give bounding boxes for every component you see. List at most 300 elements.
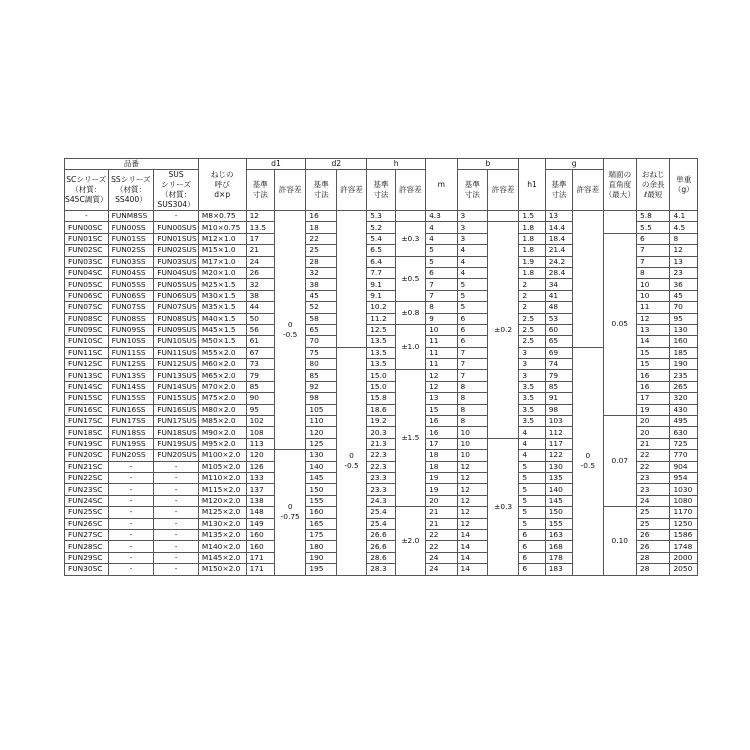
d1-std: 148 — [246, 507, 274, 518]
b-std: 10 — [457, 427, 487, 438]
m-value: 16 — [426, 416, 457, 427]
b-std: 12 — [457, 507, 487, 518]
unit-weight: 160 — [670, 336, 698, 347]
sc-part: FUN13SC — [65, 370, 109, 381]
ss-part: FUN08SS — [108, 313, 154, 324]
ss-part: - — [108, 541, 154, 552]
unit-weight: 725 — [670, 438, 698, 449]
thread-extra: 28 — [637, 564, 670, 575]
h1-value: 4 — [519, 438, 545, 449]
sc-part: FUN19SC — [65, 438, 109, 449]
d1-std: 21 — [246, 245, 274, 256]
sus-part: - — [154, 507, 199, 518]
unit-weight: 320 — [670, 393, 698, 404]
sus-part: FUN00SUS — [154, 222, 199, 233]
d2-std: 18 — [306, 222, 336, 233]
h1-header: h1 — [519, 159, 545, 211]
sus-part: - — [154, 461, 199, 472]
m-value: 10 — [426, 324, 457, 335]
d2-header: d2 — [306, 159, 367, 170]
ss-part: FUN06SS — [108, 290, 154, 301]
sc-part: FUN27SC — [65, 529, 109, 540]
m-value: 4.3 — [426, 211, 457, 222]
d1-std: 85 — [246, 381, 274, 392]
unit-weight: 1080 — [670, 495, 698, 506]
thread-extra: 24 — [637, 495, 670, 506]
d2-std: 180 — [306, 541, 336, 552]
d2-std: 16 — [306, 211, 336, 222]
perp-tolerance: 0.05 — [603, 233, 636, 415]
d1-std: 95 — [246, 404, 274, 415]
sc-part: FUN25SC — [65, 507, 109, 518]
sus-part: FUN09SUS — [154, 324, 199, 335]
sus-part: - — [154, 552, 199, 563]
unit-weight: 13 — [670, 256, 698, 267]
d1-tolerance: 0 -0.5 — [274, 211, 305, 450]
m-value: 24 — [426, 564, 457, 575]
d2-std: 45 — [306, 290, 336, 301]
d2-std: 160 — [306, 507, 336, 518]
d2-std: 32 — [306, 267, 336, 278]
m-value: 21 — [426, 507, 457, 518]
sus-part: FUN13SUS — [154, 370, 199, 381]
nominal-size: M30×1.5 — [198, 290, 246, 301]
sus-part: - — [154, 564, 199, 575]
h1-value: 5 — [519, 472, 545, 483]
d2-std: 80 — [306, 359, 336, 370]
b-tolerance: ±0.2 — [487, 222, 518, 438]
sc-part: FUN06SC — [65, 290, 109, 301]
g-std: 140 — [545, 484, 572, 495]
table-row — [65, 211, 698, 222]
sc-part: FUN09SC — [65, 324, 109, 335]
h-std: 26.6 — [367, 541, 395, 552]
b-std: 6 — [457, 336, 487, 347]
h-std: 15.8 — [367, 393, 395, 404]
sc-part: FUN28SC — [65, 541, 109, 552]
b-std: 6 — [457, 324, 487, 335]
nominal-size: M17×1.0 — [198, 256, 246, 267]
g-std-header: 基準 寸法 — [545, 170, 572, 211]
sus-part: FUN14SUS — [154, 381, 199, 392]
table-row — [65, 233, 698, 244]
d2-std: 165 — [306, 518, 336, 529]
hinban-header: 品番 — [65, 159, 199, 170]
d1-std: 171 — [246, 552, 274, 563]
h1-value: 3.5 — [519, 416, 545, 427]
h-std: 13.5 — [367, 359, 395, 370]
sc-part: FUN01SC — [65, 233, 109, 244]
sc-part: FUN16SC — [65, 404, 109, 415]
unit-weight: 130 — [670, 324, 698, 335]
unit-weight: 8 — [670, 233, 698, 244]
unit-weight: 4.1 — [670, 211, 698, 222]
h-std: 7.7 — [367, 267, 395, 278]
b-std: 8 — [457, 404, 487, 415]
h-tolerance: ±1.0 — [395, 324, 425, 370]
ss-part: FUN20SS — [108, 450, 154, 461]
m-value: 12 — [426, 381, 457, 392]
h1-value: 6 — [519, 529, 545, 540]
h-std: 15.0 — [367, 381, 395, 392]
d2-std: 58 — [306, 313, 336, 324]
d2-std: 145 — [306, 472, 336, 483]
nominal-size: M40×1.5 — [198, 313, 246, 324]
thread-extra: 5.8 — [637, 211, 670, 222]
d2-std: 195 — [306, 564, 336, 575]
unit-weight: 4.5 — [670, 222, 698, 233]
h1-value: 1.8 — [519, 245, 545, 256]
b-std: 12 — [457, 495, 487, 506]
perp-tolerance: 0.10 — [603, 507, 636, 575]
g-std: 163 — [545, 529, 572, 540]
fun-nut-spec-table — [64, 158, 698, 576]
m-value: 4 — [426, 222, 457, 233]
h-std: 9.1 — [367, 290, 395, 301]
thread-extra: 26 — [637, 529, 670, 540]
h1-value: 6 — [519, 552, 545, 563]
m-value: 19 — [426, 472, 457, 483]
nominal-size: M55×2.0 — [198, 347, 246, 358]
ss-part: - — [108, 552, 154, 563]
nominal-size: M75×2.0 — [198, 393, 246, 404]
g-std: 13 — [545, 211, 572, 222]
b-header: b — [457, 159, 519, 170]
unit-weight: 430 — [670, 404, 698, 415]
ss-part: - — [108, 529, 154, 540]
d1-std: 133 — [246, 472, 274, 483]
b-std-header: 基準 寸法 — [457, 170, 487, 211]
b-std: 10 — [457, 450, 487, 461]
d1-std: 137 — [246, 484, 274, 495]
g-std: 91 — [545, 393, 572, 404]
nominal-size: M80×2.0 — [198, 404, 246, 415]
h-std: 5.2 — [367, 222, 395, 233]
thread-extra: 15 — [637, 347, 670, 358]
nominal-size: M90×2.0 — [198, 427, 246, 438]
ss-part: - — [108, 495, 154, 506]
m-value: 8 — [426, 302, 457, 313]
ss-part: FUN16SS — [108, 404, 154, 415]
nominal-size: M100×2.0 — [198, 450, 246, 461]
d2-std: 92 — [306, 381, 336, 392]
g-std: 112 — [545, 427, 572, 438]
nominal-size: M15×1.0 — [198, 245, 246, 256]
d1-tolerance: 0 -0.75 — [274, 450, 305, 575]
thread-extra: 10 — [637, 279, 670, 290]
spec-table-body — [65, 211, 698, 576]
nominal-size: M140×2.0 — [198, 541, 246, 552]
h1-value: 2 — [519, 290, 545, 301]
unit-weight: 770 — [670, 450, 698, 461]
m-value: 21 — [426, 518, 457, 529]
h-std: 22.3 — [367, 450, 395, 461]
b-std: 12 — [457, 461, 487, 472]
h-std: 25.4 — [367, 518, 395, 529]
m-value: 12 — [426, 370, 457, 381]
m-value: 5 — [426, 256, 457, 267]
g-std: 135 — [545, 472, 572, 483]
sc-part: FUN07SC — [65, 302, 109, 313]
d1-std: 13.5 — [246, 222, 274, 233]
h-std: 20.3 — [367, 427, 395, 438]
ss-part: FUN12SS — [108, 359, 154, 370]
d2-std: 85 — [306, 370, 336, 381]
g-tol-header: 許容差 — [573, 170, 603, 211]
h1-value: 6 — [519, 541, 545, 552]
b-std: 3 — [457, 222, 487, 233]
sus-part: FUN12SUS — [154, 359, 199, 370]
m-value: 19 — [426, 484, 457, 495]
d2-std: 25 — [306, 245, 336, 256]
d1-std: 12 — [246, 211, 274, 222]
sc-part: FUN22SC — [65, 472, 109, 483]
g-std: 130 — [545, 461, 572, 472]
d1-std: 120 — [246, 450, 274, 461]
g-std: 103 — [545, 416, 572, 427]
unit-weight: 2050 — [670, 564, 698, 575]
h1-value: 6 — [519, 564, 545, 575]
d1-header: d1 — [246, 159, 306, 170]
sc-part: FUN05SC — [65, 279, 109, 290]
h-std: 21.3 — [367, 438, 395, 449]
g-std: 34 — [545, 279, 572, 290]
sc-part: FUN11SC — [65, 347, 109, 358]
thread-extra: 22 — [637, 450, 670, 461]
ss-part: FUN18SS — [108, 427, 154, 438]
h-std: 5.3 — [367, 211, 395, 222]
unit-weight: 1030 — [670, 484, 698, 495]
sc-part: FUN17SC — [65, 416, 109, 427]
b-std: 4 — [457, 245, 487, 256]
d1-std: 61 — [246, 336, 274, 347]
h1-value: 5 — [519, 518, 545, 529]
h1-value: 3 — [519, 347, 545, 358]
g-std: 18.4 — [545, 233, 572, 244]
nominal-size: M8×0.75 — [198, 211, 246, 222]
g-std: 60 — [545, 324, 572, 335]
h-tolerance: ±0.5 — [395, 256, 425, 302]
h-tolerance: ±2.0 — [395, 507, 425, 575]
unit-weight: 70 — [670, 302, 698, 313]
sc-part: FUN26SC — [65, 518, 109, 529]
m-value: 18 — [426, 450, 457, 461]
g-std: 150 — [545, 507, 572, 518]
table-row — [65, 507, 698, 518]
h-tolerance — [395, 211, 425, 222]
g-std: 21.4 — [545, 245, 572, 256]
nominal-size: M105×2.0 — [198, 461, 246, 472]
nominal-size: M65×2.0 — [198, 370, 246, 381]
d2-std: 150 — [306, 484, 336, 495]
h1-value: 4 — [519, 427, 545, 438]
m-value: 11 — [426, 359, 457, 370]
m-value: 18 — [426, 461, 457, 472]
ss-part: FUN11SS — [108, 347, 154, 358]
h1-value: 1.5 — [519, 211, 545, 222]
sc-part: FUN20SC — [65, 450, 109, 461]
g-tolerance: 0 -0.5 — [573, 347, 603, 575]
sus-part: - — [154, 472, 199, 483]
h-std: 19.2 — [367, 416, 395, 427]
m-value: 15 — [426, 404, 457, 415]
nominal-size: M110×2.0 — [198, 472, 246, 483]
d2-std: 52 — [306, 302, 336, 313]
h-std: 13.5 — [367, 347, 395, 358]
b-std: 5 — [457, 302, 487, 313]
b-tolerance — [487, 211, 518, 222]
ss-part: FUN17SS — [108, 416, 154, 427]
thread-extra: 19 — [637, 404, 670, 415]
h1-value: 2.5 — [519, 324, 545, 335]
d2-std: 70 — [306, 336, 336, 347]
unit-weight: 45 — [670, 290, 698, 301]
b-std: 7 — [457, 359, 487, 370]
sus-part: FUN16SUS — [154, 404, 199, 415]
m-value: 7 — [426, 279, 457, 290]
sc-part: FUN10SC — [65, 336, 109, 347]
perpendicularity-header: 端面の 直角度 （最大） — [603, 159, 636, 211]
h1-value: 2.5 — [519, 336, 545, 347]
sus-part: FUN18SUS — [154, 427, 199, 438]
thread-extra: 7 — [637, 256, 670, 267]
g-std: 183 — [545, 564, 572, 575]
sc-part: FUN24SC — [65, 495, 109, 506]
sus-part: FUN20SUS — [154, 450, 199, 461]
sc-part: FUN14SC — [65, 381, 109, 392]
thread-extra: 7 — [637, 245, 670, 256]
h-std: 5.4 — [367, 233, 395, 244]
unit-weight: 190 — [670, 359, 698, 370]
h-std: 26.6 — [367, 529, 395, 540]
perp-tolerance — [603, 211, 636, 234]
m-value: 22 — [426, 541, 457, 552]
m-value: 13 — [426, 393, 457, 404]
ss-series-header: SSシリーズ （材質： SS400） — [108, 170, 154, 211]
m-value: 5 — [426, 245, 457, 256]
ss-part: FUN13SS — [108, 370, 154, 381]
sc-part: FUN30SC — [65, 564, 109, 575]
d1-std-header: 基準 寸法 — [246, 170, 274, 211]
nominal-size: M150×2.0 — [198, 564, 246, 575]
g-std: 122 — [545, 450, 572, 461]
b-std: 8 — [457, 381, 487, 392]
b-std: 3 — [457, 211, 487, 222]
h-std: 22.3 — [367, 461, 395, 472]
m-value: 9 — [426, 313, 457, 324]
d1-std: 102 — [246, 416, 274, 427]
h1-value: 3 — [519, 359, 545, 370]
d1-std: 113 — [246, 438, 274, 449]
unit-weight: 2000 — [670, 552, 698, 563]
d2-std: 65 — [306, 324, 336, 335]
g-std: 168 — [545, 541, 572, 552]
h-std: 28.3 — [367, 564, 395, 575]
d2-tol-header: 許容差 — [336, 170, 366, 211]
d2-std: 140 — [306, 461, 336, 472]
sus-part: - — [154, 518, 199, 529]
nominal-size: M120×2.0 — [198, 495, 246, 506]
unit-weight: 23 — [670, 267, 698, 278]
h1-value: 5 — [519, 507, 545, 518]
h-tolerance: ±0.8 — [395, 302, 425, 325]
g-std: 117 — [545, 438, 572, 449]
b-std: 12 — [457, 472, 487, 483]
thread-extra: 23 — [637, 472, 670, 483]
d1-std: 26 — [246, 267, 274, 278]
g-std: 24.2 — [545, 256, 572, 267]
h-header: h — [367, 159, 426, 170]
sc-part: FUN12SC — [65, 359, 109, 370]
sus-part: - — [154, 495, 199, 506]
unit-weight: 1170 — [670, 507, 698, 518]
ss-part: - — [108, 507, 154, 518]
d2-std: 110 — [306, 416, 336, 427]
sc-part: FUN23SC — [65, 484, 109, 495]
h1-value: 2 — [519, 279, 545, 290]
thread-extra: 28 — [637, 552, 670, 563]
h-tolerance: ±0.3 — [395, 222, 425, 256]
nominal-size: M85×2.0 — [198, 416, 246, 427]
unit-weight: 265 — [670, 381, 698, 392]
h1-value: 1.8 — [519, 233, 545, 244]
sus-part: FUN10SUS — [154, 336, 199, 347]
sc-part: FUN00SC — [65, 222, 109, 233]
ss-part: FUN15SS — [108, 393, 154, 404]
d1-std: 44 — [246, 302, 274, 313]
d2-std: 130 — [306, 450, 336, 461]
d1-std: 38 — [246, 290, 274, 301]
h-std: 28.6 — [367, 552, 395, 563]
nominal-size: M130×2.0 — [198, 518, 246, 529]
sus-part: FUN15SUS — [154, 393, 199, 404]
ss-part: - — [108, 484, 154, 495]
sus-part: FUN01SUS — [154, 233, 199, 244]
d1-std: 50 — [246, 313, 274, 324]
d1-std: 32 — [246, 279, 274, 290]
b-std: 14 — [457, 564, 487, 575]
sus-part: FUN08SUS — [154, 313, 199, 324]
thread-extra: 6 — [637, 233, 670, 244]
thread-extra: 26 — [637, 541, 670, 552]
unit-weight: 904 — [670, 461, 698, 472]
h-std: 10.2 — [367, 302, 395, 313]
ss-part: - — [108, 461, 154, 472]
unit-weight: 95 — [670, 313, 698, 324]
g-std: 79 — [545, 370, 572, 381]
b-std: 5 — [457, 279, 487, 290]
m-value: 11 — [426, 336, 457, 347]
sus-part: FUN03SUS — [154, 256, 199, 267]
h-tol-header: 許容差 — [395, 170, 425, 211]
g-std: 48 — [545, 302, 572, 313]
h-std: 9.1 — [367, 279, 395, 290]
d1-std: 73 — [246, 359, 274, 370]
thread-extra: 23 — [637, 484, 670, 495]
h1-value: 1.9 — [519, 256, 545, 267]
b-std: 3 — [457, 233, 487, 244]
sc-series-header: SCシリーズ （材質： S45C調質） — [65, 170, 109, 211]
g-std: 98 — [545, 404, 572, 415]
unit-weight: 1250 — [670, 518, 698, 529]
unit-weight: 12 — [670, 245, 698, 256]
sus-part: FUN06SUS — [154, 290, 199, 301]
ss-part: FUN05SS — [108, 279, 154, 290]
thread-extra: 15 — [637, 359, 670, 370]
d1-std: 160 — [246, 541, 274, 552]
unit-weight: 495 — [670, 416, 698, 427]
b-std: 14 — [457, 541, 487, 552]
